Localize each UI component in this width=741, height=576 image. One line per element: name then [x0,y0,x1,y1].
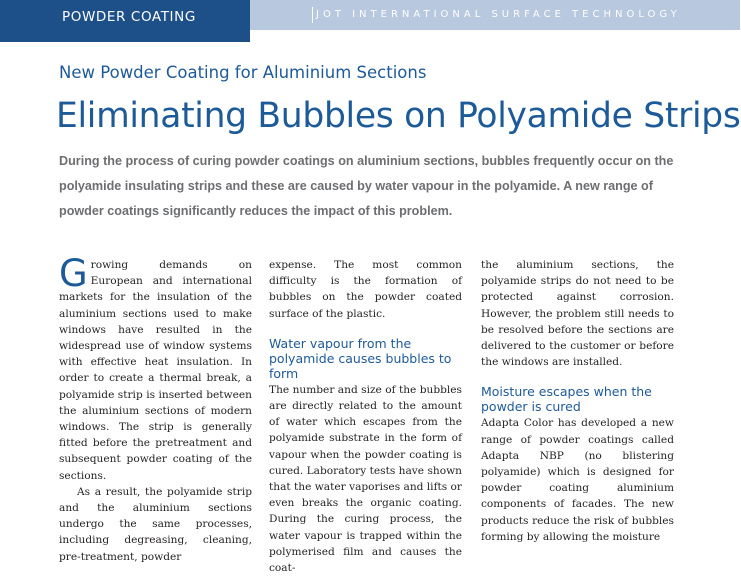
drop-cap: G [59,252,88,295]
section-label-text: POWDER COATING [62,9,196,25]
article-kicker: New Powder Coating for Aluminium Sections [59,63,427,82]
paragraph: the aluminium sections, the polyamide strips do not need to be protected against corrosion. However, the problem still needs to be resolved before the sections are delivered to the customer or before the windows are installed. [481,259,674,369]
column-3 [481,257,674,545]
paragraph: expense. The most common difficulty is the formation of bubbles on the powder coated surface of the plastic. [269,259,462,320]
article-lead: During the process of curing powder coatings on aluminium sections, bubbles frequently occur on the polyamide insulating strips and these are caused by water vapour in the polyamide. A new range of powder coatings significantly reduces the impact of this problem. [59,154,674,218]
section-label [0,0,250,42]
column-1 [59,252,252,565]
subheading: Moisture escapes when the powder is cured [481,384,652,415]
paragraph: Adapta Color has developed a new range of powder coatings called Adapta NBP (no blistering polyamide) which is designed for powder coating aluminium components of facades. The new products reduce the risk of bubbles forming by allowing the moisture [481,417,674,543]
column-2 [269,257,462,576]
paragraph: The number and size of the bubbles are directly related to the amount of water which escapes from the polyamide substrate in the form of vapour when the powder coating is cured. Laboratory tests have shown that the water vaporises and lifts or even breaks the organic coating. During the curing process, the water vapour is trapped within the polymerised film and causes the coat- [269,383,462,575]
publication-name: JOT INTERNATIONAL SURFACE TECHNOLOGY [316,9,681,20]
header-divider [312,7,313,23]
paragraph: As a result, the polyamide strip and the aluminium sections undergo the same processes, including degreasing, cleaning, pre-treatment, powder [59,485,252,563]
paragraph [59,252,252,484]
publication-banner [250,0,740,30]
article-title: Eliminating Bubbles on Polyamide Strips [56,96,741,136]
paragraph-text: rowing demands on European and international markets for the insulation of the aluminium sections used to make windows have resulted in the widespread use of window systems with effective heat insulation. In order to create a thermal break, a polyamide strip is inserted between the aluminium sections of modern windows. The strip is generally fitted before the pretreatment and subsequent powder coating of the sections. [59,259,252,482]
subheading: Water vapour from the polyamide causes bubbles to form [269,335,452,381]
